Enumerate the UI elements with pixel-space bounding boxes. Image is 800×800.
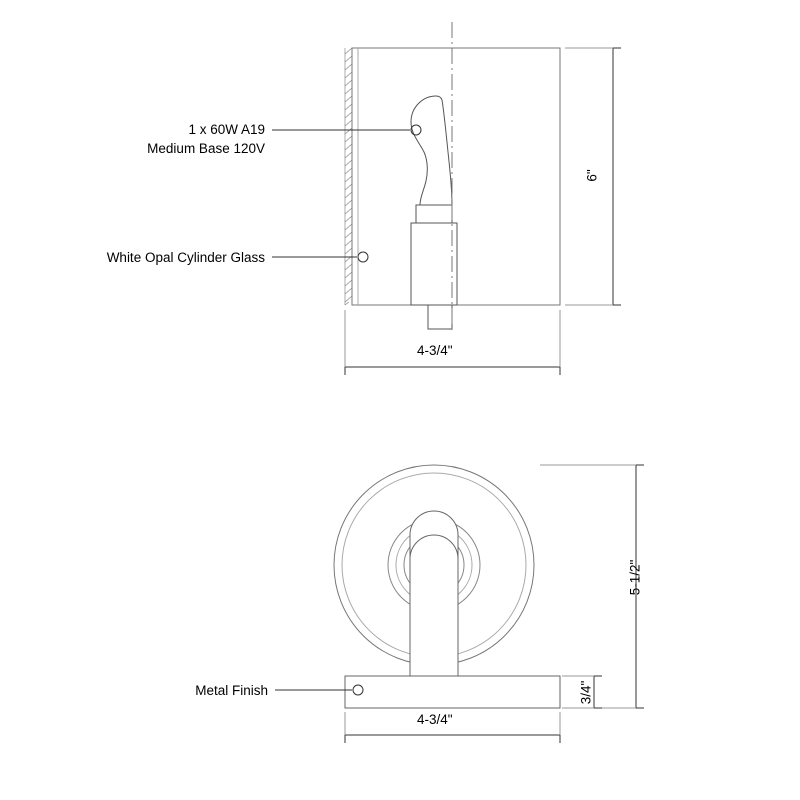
callout-metal-finish-label: Metal Finish bbox=[195, 683, 268, 698]
callout-bulb-line1: 1 x 60W A19 bbox=[188, 122, 265, 137]
front-back-plate bbox=[345, 676, 560, 708]
callout-bulb-label bbox=[60, 120, 265, 158]
dimension-label-plate-height: 3/4" bbox=[578, 680, 594, 705]
bulb-socket bbox=[416, 205, 452, 223]
leader-glass bbox=[272, 252, 368, 262]
dimension-label-width-side: 4-3/4" bbox=[417, 343, 453, 358]
dimension-label-height-5half: 5-1/2" bbox=[627, 559, 643, 596]
front-arm bbox=[410, 511, 458, 676]
callout-glass-label: White Opal Cylinder Glass bbox=[106, 250, 265, 265]
socket-housing bbox=[411, 223, 457, 305]
dimension-label-height-6in: 6" bbox=[584, 169, 600, 182]
leader-metal-finish bbox=[275, 685, 363, 695]
leader-bulb bbox=[272, 125, 421, 135]
glass-cylinder-side bbox=[352, 48, 560, 305]
bulb-envelope bbox=[411, 96, 452, 205]
dimension-label-width-front: 4-3/4" bbox=[417, 712, 453, 727]
wall-plate-hatch bbox=[345, 48, 352, 305]
callout-bulb-line2: Medium Base 120V bbox=[147, 141, 265, 156]
bottom-stem bbox=[428, 305, 452, 329]
